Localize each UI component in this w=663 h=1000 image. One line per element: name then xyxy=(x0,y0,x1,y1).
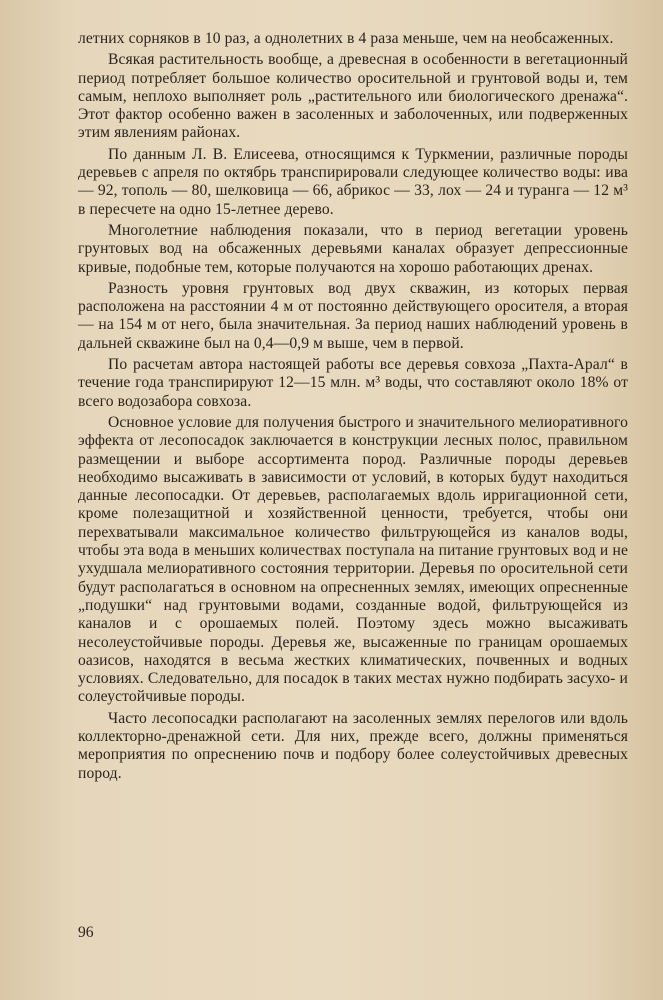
page-number: 96 xyxy=(78,924,94,941)
paragraph: Всякая растительность вообще, а древесная в особенности в вегетационный период потребляет большое количество оросительной и грунтовой воды и, тем самым, неплохо выполняет роль „растительного или биологического дренажа“. Этот фактор особенно важен в засоленных и заболоченных, или подверженных этим явлениям районах. xyxy=(78,51,628,142)
paragraph: Основное условие для получения быстрого и значительного мелиоративного эффекта от лесопосадок заключается в конструкции лесных полос, правильном размещении и выборе ассортимента пород. Различные породы деревьев необходимо высаживать в зависимости от условий, в которых будут находиться данные лесопосадки. От деревьев, располагаемых вдоль ирригационной сети, кроме полезащитной и хозяйственной ценности, требуется, чтобы они перехватывали максимальное количество фильтрующейся из каналов воды, чтобы эта вода в меньших количествах поступала на питание грунтовых вод и не ухудшала мелиоративного состояния территории. Деревья по оросительной сети будут располагаться в основном на опресненных землях, имеющих опресненные „подушки“ над грунтовыми водами, созданные водой, фильтрующейся из каналов и с орошаемых полей. Поэтому здесь можно высаживать несолеустойчивые породы. Деревья же, высаженные по границам орошаемых оазисов, находятся в весьма жестких климатических, почвенных и водных условиях. Следовательно, для посадок в таких местах нужно подбирать засухо- и солеустойчивые породы. xyxy=(78,413,628,706)
paragraph: Многолетние наблюдения показали, что в период вегетации уровень грунтовых вод на обсаженных деревьями каналах образует депрессионные кривые, подобные тем, которые получаются на хорошо работающих дренах. xyxy=(78,221,628,276)
body-text xyxy=(78,30,628,783)
paragraph: Часто лесопосадки располагают на засоленных землях перелогов или вдоль коллекторно-дренажной сети. Для них, прежде всего, должны применяться мероприятия по опреснению почв и подбору более солеустойчивых древесных пород. xyxy=(78,709,628,782)
paragraph: Разность уровня грунтовых вод двух скважин, из которых первая расположена на расстоянии 4 м от постоянно действующего оросителя, а вторая — на 154 м от него, была значительная. За период наших наблюдений уровень в дальней скважине был на 0,4—0,9 м выше, чем в первой. xyxy=(78,279,628,352)
paragraph: По расчетам автора настоящей работы все деревья совхоза „Пахта-Арал“ в течение года транспирируют 12—15 млн. м³ воды, что составляют около 18% от всего водозабора совхоза. xyxy=(78,356,628,410)
paragraph: летних сорняков в 10 раз, а однолетних в 4 раза меньше, чем на необсаженных. xyxy=(78,30,614,47)
paragraph: По данным Л. В. Елисеева, относящимся к Туркмении, различные породы деревьев с апреля по октябрь транспирировали следующее количество воды: ива — 92, тополь — 80, шелковица — 66, абрикос — 33, лох — 24 и туранга — 12 м³ в пересчете на одно 15-летнее дерево. xyxy=(78,145,628,218)
